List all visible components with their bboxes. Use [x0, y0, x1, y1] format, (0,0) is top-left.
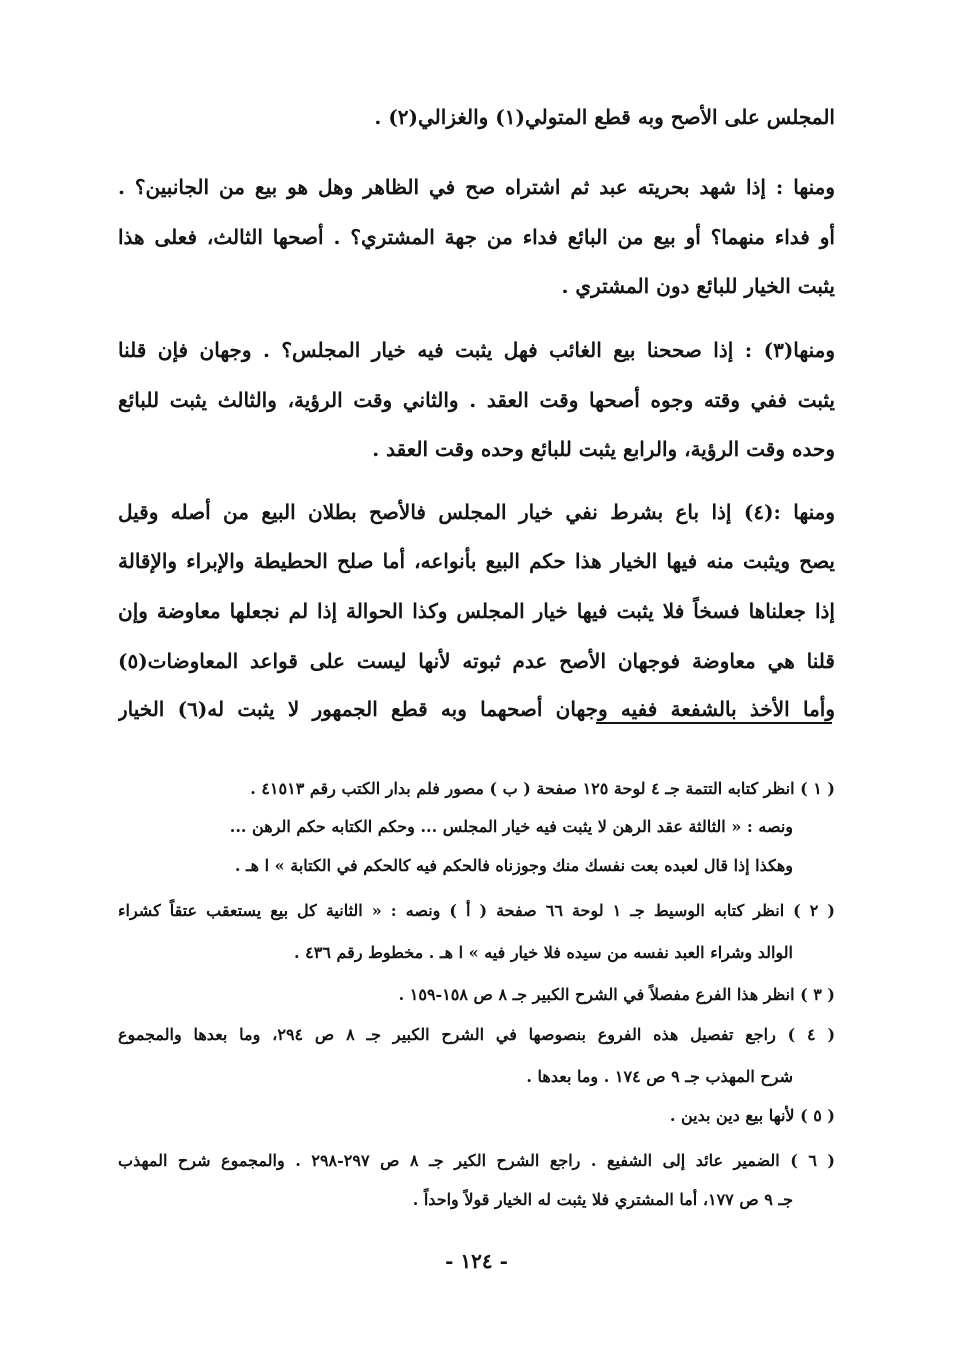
body-line-12: وأما الأخذ بالشفعة ففيه وجهان أصحهما وبه قطع الجمهور لا يثبت له(٦) الخيار — [118, 697, 835, 721]
footnote-separator — [596, 722, 832, 724]
footnote-1-line-1: ( ١ ) انظر كتابه التتمة جـ ٤ لوحة ١٢٥ صفحة ( ب ) مصور فلم بدار الكتب رقم ٤١٥١٣ . — [250, 779, 835, 798]
body-line-1: المجلس على الأصح وبه قطع المتولي(١) والغزالي(٢) . — [374, 105, 835, 129]
footnote-6-line-1: ( ٦ ) الضمير عائد إلى الشفيع . راجع الشرح الكير جـ ٨ ص ٢٩٧-٢٩٨ . والمجموع شرح المهذب — [118, 1151, 835, 1170]
body-line-4: يثبت الخيار للبائع دون المشتري . — [561, 274, 835, 298]
footnote-4-line-2: شرح المهذب جـ ٩ ص ١٧٤ . وما بعدها . — [526, 1067, 793, 1086]
footnote-2-line-2: الوالد وشراء العبد نفسه من سيده فلا خيار فيه » ا هـ . مخطوط رقم ٤٣٦ . — [294, 943, 793, 962]
footnote-3: ( ٣ ) انظر هذا الفرع مفصلاً في الشرح الكبير جـ ٨ ص ١٥٨-١٥٩ . — [398, 985, 835, 1004]
body-line-3: أو فداء منهما؟ أو بيع من البائع فداء من جهة المشتري؟ . أصحها الثالث، فعلى هذا — [118, 225, 835, 249]
body-line-10: إذا جعلناها فسخاً فلا يثبت فيها خيار المجلس وكذا الحوالة إذا لم نجعلها معاوضة وإن — [118, 599, 835, 623]
body-line-11: قلنا هي معاوضة فوجهان الأصح عدم ثبوته لأنها ليست على قواعد المعاوضات(٥) — [118, 649, 835, 673]
body-line-9: يصح ويثبت منه فيها الخيار هذا حكم البيع بأنواعه، أما صلح الحطيطة والإبراء والإقالة — [118, 549, 835, 573]
body-line-7: وحده وقت الرؤية، والرابع يثبت للبائع وحده وقت العقد . — [372, 437, 835, 461]
body-line-5: ومنها(٣) : إذا صححنا بيع الغائب فهل يثبت فيه خيار المجلس؟ . وجهان فإن قلنا — [118, 338, 835, 362]
footnote-1-line-3: وهكذا إذا قال لعبده بعت نفسك منك وجوزناه فالحكم فيه كالحكم في الكتابة » ا هـ . — [234, 856, 793, 875]
body-line-6: يثبت ففي وقته وجوه أصحها وقت العقد . والثاني وقت الرؤية، والثالث يثبت للبائع — [118, 388, 835, 412]
footnote-5: ( ٥ ) لأنها بيع دين بدين . — [669, 1106, 835, 1125]
footnote-1-line-2: ونصه : « الثالثة عقد الرهن لا يثبت فيه خيار المجلس ... وحكم الكتابه حكم الرهن ... — [229, 817, 793, 836]
body-line-8: ومنها :(٤) إذا باع بشرط نفي خيار المجلس فالأصح بطلان البيع من أصله وقيل — [118, 500, 835, 524]
footnote-6-line-2: جـ ٩ ص ١٧٧، أما المشتري فلا يثبت له الخيار قولاً واحداً . — [412, 1190, 793, 1209]
page-number: - ١٢٤ - — [445, 1249, 508, 1273]
body-line-2: ومنها : إذا شهد بحريته عبد ثم اشتراه صح في الظاهر وهل هو بيع من الجانبين؟ . — [118, 175, 835, 199]
footnote-4-line-1: ( ٤ ) راجع تفصيل هذه الفروع بنصوصها في الشرح الكبير جـ ٨ ص ٢٩٤، وما بعدها والمجموع — [118, 1025, 835, 1044]
footnote-2-line-1: ( ٢ ) انظر كتابه الوسيط جـ ١ لوحة ٦٦ صفحة ( أ ) ونصه : « الثانية كل بيع يستعقب عتقاً كشراء — [118, 901, 835, 920]
